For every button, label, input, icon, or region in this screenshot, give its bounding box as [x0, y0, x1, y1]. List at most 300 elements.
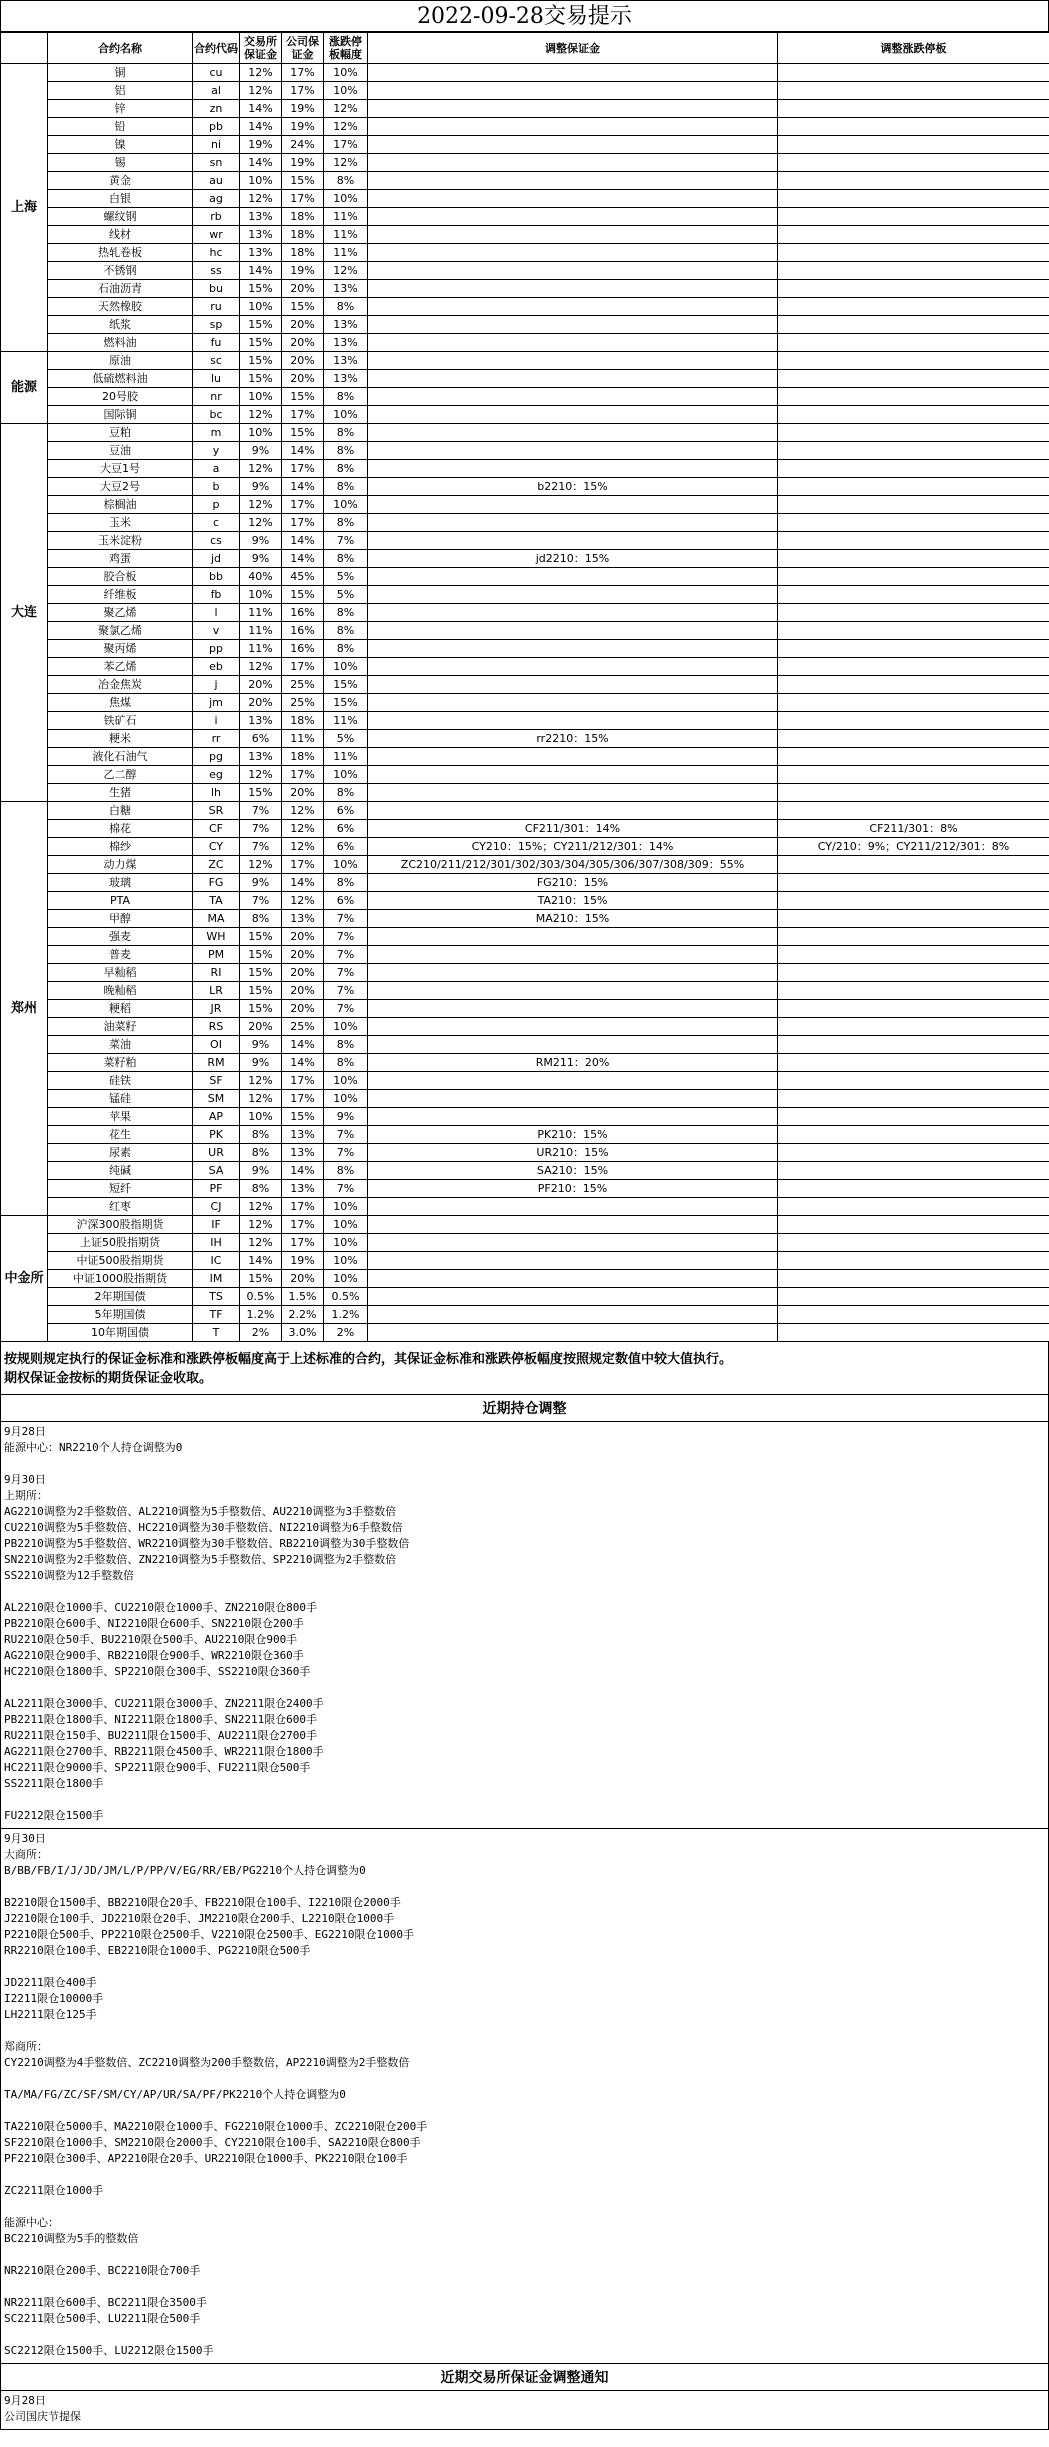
table-row	[1, 118, 1049, 136]
adjust-limit-cell	[778, 1072, 1049, 1090]
table-row	[1, 460, 1049, 478]
contract-name-cell: 线材	[48, 226, 193, 244]
adjust-limit-cell	[778, 478, 1049, 496]
contract-name-cell: 焦煤	[48, 694, 193, 712]
adjust-margin-cell	[368, 280, 778, 298]
contract-name-cell: 红枣	[48, 1198, 193, 1216]
exchange-margin-cell: 10%	[240, 298, 282, 316]
exchange-margin-cell: 12%	[240, 82, 282, 100]
contract-code-cell: cu	[193, 64, 240, 82]
contract-name-cell: 国际铜	[48, 406, 193, 424]
adjust-limit-cell: CY/210：9%；CY211/212/301：8%	[778, 838, 1049, 856]
text-line: P2210限仓500手、PP2210限仓2500手、V2210限仓2500手、EG2210限仓1000手	[4, 1928, 415, 1941]
table-row	[1, 1180, 1049, 1198]
adjust-margin-cell	[368, 1234, 778, 1252]
text-line: RU2210限仓50手、BU2210限仓500手、AU2210限仓900手	[4, 1633, 298, 1646]
limit-cell: 8%	[324, 388, 368, 406]
position-block	[0, 1828, 1049, 2363]
region-label: 上海	[1, 64, 48, 352]
adjust-margin-cell	[368, 1036, 778, 1054]
adjust-margin-cell: jd2210：15%	[368, 550, 778, 568]
company-margin-cell: 24%	[282, 136, 324, 154]
limit-cell: 10%	[324, 64, 368, 82]
contract-name-cell: 10年期国债	[48, 1324, 193, 1342]
adjust-limit-cell	[778, 1234, 1049, 1252]
adjust-margin-cell: ZC210/211/212/301/302/303/304/305/306/307/308/309：55%	[368, 856, 778, 874]
contract-code-cell: RS	[193, 1018, 240, 1036]
contract-code-cell: WH	[193, 928, 240, 946]
contract-code-cell: c	[193, 514, 240, 532]
limit-cell: 11%	[324, 208, 368, 226]
text-line	[4, 1792, 1045, 1808]
exchange-margin-cell: 7%	[240, 802, 282, 820]
adjust-limit-cell	[778, 172, 1049, 190]
company-margin-cell: 25%	[282, 694, 324, 712]
contract-name-cell: 豆油	[48, 442, 193, 460]
exchange-margin-cell: 10%	[240, 424, 282, 442]
contract-name-cell: 普麦	[48, 946, 193, 964]
contract-code-cell: fu	[193, 334, 240, 352]
exchange-margin-cell: 1.2%	[240, 1306, 282, 1324]
exchange-margin-cell: 11%	[240, 622, 282, 640]
adjust-margin-cell	[368, 118, 778, 136]
adjust-limit-cell	[778, 856, 1049, 874]
table-row	[1, 298, 1049, 316]
exchange-margin-cell: 12%	[240, 1198, 282, 1216]
adjust-margin-cell	[368, 262, 778, 280]
adjust-margin-cell	[368, 964, 778, 982]
contract-code-cell: i	[193, 712, 240, 730]
adjust-margin-cell	[368, 568, 778, 586]
exchange-margin-cell: 13%	[240, 208, 282, 226]
limit-cell: 7%	[324, 964, 368, 982]
contract-code-cell: IM	[193, 1270, 240, 1288]
limit-cell: 7%	[324, 1180, 368, 1198]
text-line: TA/MA/FG/ZC/SF/SM/CY/AP/UR/SA/PF/PK2210个人持仓调整为0	[4, 2088, 346, 2101]
exchange-margin-cell: 8%	[240, 1180, 282, 1198]
text-line: FU2212限仓1500手	[4, 1809, 104, 1822]
adjust-limit-cell	[778, 1324, 1049, 1342]
contract-code-cell: pb	[193, 118, 240, 136]
limit-cell: 8%	[324, 550, 368, 568]
contract-name-cell: 玻璃	[48, 874, 193, 892]
limit-cell: 10%	[324, 1216, 368, 1234]
adjust-limit-cell	[778, 1198, 1049, 1216]
table-row	[1, 1144, 1049, 1162]
exchange-margin-cell: 15%	[240, 1000, 282, 1018]
adjust-margin-cell	[368, 1270, 778, 1288]
company-margin-cell: 19%	[282, 262, 324, 280]
adjust-margin-cell	[368, 802, 778, 820]
limit-cell: 13%	[324, 334, 368, 352]
text-line: HC2211限仓9000手、SP2211限仓900手、FU2211限仓500手	[4, 1761, 311, 1774]
table-row	[1, 424, 1049, 442]
text-line	[4, 2023, 1045, 2039]
company-margin-cell: 19%	[282, 154, 324, 172]
exchange-margin-cell: 20%	[240, 694, 282, 712]
adjust-margin-cell	[368, 370, 778, 388]
limit-cell: 2%	[324, 1324, 368, 1342]
company-margin-cell: 19%	[282, 100, 324, 118]
adjust-limit-cell	[778, 298, 1049, 316]
contract-name-cell: 纸浆	[48, 316, 193, 334]
limit-cell: 8%	[324, 478, 368, 496]
contract-code-cell: bb	[193, 568, 240, 586]
exchange-margin-cell: 15%	[240, 982, 282, 1000]
contract-code-cell: RI	[193, 964, 240, 982]
contract-code-cell: OI	[193, 1036, 240, 1054]
contract-name-cell: 锌	[48, 100, 193, 118]
text-line: AG2211限仓2700手、RB2211限仓4500手、WR2211限仓1800手	[4, 1745, 324, 1758]
exchange-margin-cell: 9%	[240, 442, 282, 460]
text-line: JD2211限仓400手	[4, 1976, 97, 1989]
adjust-margin-cell	[368, 1018, 778, 1036]
exchange-margin-cell: 15%	[240, 334, 282, 352]
contract-name-cell: 天然橡胶	[48, 298, 193, 316]
contract-code-cell: sc	[193, 352, 240, 370]
company-margin-cell: 13%	[282, 1144, 324, 1162]
adjust-limit-cell	[778, 424, 1049, 442]
adjust-margin-cell	[368, 244, 778, 262]
exchange-margin-cell: 12%	[240, 766, 282, 784]
contract-name-cell: 苯乙烯	[48, 658, 193, 676]
exchange-margin-cell: 12%	[240, 406, 282, 424]
contract-name-cell: 纯碱	[48, 1162, 193, 1180]
text-line	[4, 1959, 1045, 1975]
adjust-limit-cell	[778, 910, 1049, 928]
adjust-margin-cell	[368, 514, 778, 532]
adjust-limit-cell	[778, 1108, 1049, 1126]
table-row	[1, 766, 1049, 784]
contract-name-cell: 乙二醇	[48, 766, 193, 784]
company-margin-cell: 15%	[282, 298, 324, 316]
contract-name-cell: 棉花	[48, 820, 193, 838]
contract-name-cell: 油菜籽	[48, 1018, 193, 1036]
adjust-limit-cell	[778, 514, 1049, 532]
exchange-margin-cell: 19%	[240, 136, 282, 154]
company-margin-cell: 19%	[282, 118, 324, 136]
contract-code-cell: CY	[193, 838, 240, 856]
company-margin-cell: 14%	[282, 1162, 324, 1180]
region-label: 大连	[1, 424, 48, 802]
contract-name-cell: 棕榈油	[48, 496, 193, 514]
adjust-margin-cell	[368, 352, 778, 370]
contract-code-cell: sp	[193, 316, 240, 334]
adjust-margin-cell	[368, 154, 778, 172]
region-label: 郑州	[1, 802, 48, 1216]
exchange-margin-cell: 0.5%	[240, 1288, 282, 1306]
limit-cell: 12%	[324, 154, 368, 172]
exchange-margin-cell: 15%	[240, 928, 282, 946]
adjust-margin-cell	[368, 1324, 778, 1342]
table-row	[1, 82, 1049, 100]
text-line	[4, 1680, 1045, 1696]
limit-cell: 7%	[324, 982, 368, 1000]
contract-name-cell: 中证500股指期货	[48, 1252, 193, 1270]
contract-code-cell: PM	[193, 946, 240, 964]
contract-code-cell: rr	[193, 730, 240, 748]
adjust-margin-cell	[368, 1000, 778, 1018]
adjust-margin-cell	[368, 406, 778, 424]
limit-cell: 13%	[324, 280, 368, 298]
limit-cell: 8%	[324, 640, 368, 658]
table-row	[1, 874, 1049, 892]
contract-code-cell: lh	[193, 784, 240, 802]
table-row	[1, 784, 1049, 802]
adjust-limit-cell	[778, 1162, 1049, 1180]
limit-cell: 12%	[324, 100, 368, 118]
adjust-limit-cell	[778, 766, 1049, 784]
table-row	[1, 1036, 1049, 1054]
adjust-margin-cell	[368, 442, 778, 460]
adjust-margin-cell	[368, 1072, 778, 1090]
region-label: 能源	[1, 352, 48, 424]
company-margin-cell: 15%	[282, 586, 324, 604]
contract-code-cell: wr	[193, 226, 240, 244]
limit-cell: 1.2%	[324, 1306, 368, 1324]
table-row	[1, 568, 1049, 586]
exchange-margin-cell: 9%	[240, 874, 282, 892]
limit-cell: 6%	[324, 820, 368, 838]
table-row	[1, 496, 1049, 514]
notice	[0, 1342, 1049, 1394]
contract-name-cell: 粳稻	[48, 1000, 193, 1018]
exchange-margin-cell: 9%	[240, 1036, 282, 1054]
contract-name-cell: 20号胶	[48, 388, 193, 406]
contract-code-cell: eb	[193, 658, 240, 676]
table-row	[1, 1090, 1049, 1108]
adjust-limit-cell	[778, 190, 1049, 208]
company-margin-cell: 20%	[282, 982, 324, 1000]
limit-cell: 7%	[324, 946, 368, 964]
contract-name-cell: 聚丙烯	[48, 640, 193, 658]
contract-name-cell: 液化石油气	[48, 748, 193, 766]
exchange-margin-cell: 10%	[240, 1108, 282, 1126]
text-line: SN2210调整为2手整数倍、ZN2210调整为5手整数倍、SP2210调整为2手整数倍	[4, 1553, 397, 1566]
company-margin-cell: 20%	[282, 352, 324, 370]
exchange-margin-cell: 12%	[240, 1216, 282, 1234]
text-line: 公司国庆节提保	[4, 2410, 81, 2423]
adjust-limit-cell	[778, 1126, 1049, 1144]
table-row	[1, 622, 1049, 640]
text-line: I2211限仓10000手	[4, 1992, 104, 2005]
table-row	[1, 1216, 1049, 1234]
contract-name-cell: 大豆1号	[48, 460, 193, 478]
contract-code-cell: zn	[193, 100, 240, 118]
company-margin-cell: 18%	[282, 712, 324, 730]
company-margin-cell: 15%	[282, 1108, 324, 1126]
adjust-limit-cell	[778, 352, 1049, 370]
exchange-margin-cell: 12%	[240, 1090, 282, 1108]
adjust-margin-cell: SA210：15%	[368, 1162, 778, 1180]
limit-cell: 12%	[324, 118, 368, 136]
company-margin-cell: 16%	[282, 640, 324, 658]
contract-code-cell: hc	[193, 244, 240, 262]
contract-name-cell: 菜油	[48, 1036, 193, 1054]
adjust-margin-cell	[368, 1216, 778, 1234]
table-row	[1, 280, 1049, 298]
text-line: AL2210限仓1000手、CU2210限仓1000手、ZN2210限仓800手	[4, 1601, 318, 1614]
table-row	[1, 964, 1049, 982]
contract-name-cell: 纤维板	[48, 586, 193, 604]
table-row	[1, 442, 1049, 460]
adjust-limit-cell	[778, 604, 1049, 622]
text-line	[4, 2071, 1045, 2087]
limit-cell: 7%	[324, 532, 368, 550]
contract-code-cell: SR	[193, 802, 240, 820]
company-margin-cell: 25%	[282, 1018, 324, 1036]
adjust-limit-cell	[778, 1306, 1049, 1324]
adjust-limit-cell	[778, 136, 1049, 154]
company-margin-cell: 17%	[282, 766, 324, 784]
limit-cell: 6%	[324, 802, 368, 820]
company-margin-cell: 2.2%	[282, 1306, 324, 1324]
limit-cell: 10%	[324, 496, 368, 514]
contract-code-cell: al	[193, 82, 240, 100]
adjust-limit-cell	[778, 982, 1049, 1000]
adjust-margin-cell	[368, 640, 778, 658]
header-limit: 涨跌停板幅度	[324, 33, 368, 64]
exchange-margin-cell: 7%	[240, 820, 282, 838]
exchange-margin-cell: 7%	[240, 838, 282, 856]
adjust-limit-cell: CF211/301：8%	[778, 820, 1049, 838]
company-margin-cell: 17%	[282, 856, 324, 874]
contract-name-cell: 中证1000股指期货	[48, 1270, 193, 1288]
adjust-margin-cell: RM211：20%	[368, 1054, 778, 1072]
adjust-limit-cell	[778, 1180, 1049, 1198]
exchange-margin-cell: 20%	[240, 1018, 282, 1036]
limit-cell: 11%	[324, 226, 368, 244]
contract-code-cell: au	[193, 172, 240, 190]
contract-code-cell: JR	[193, 1000, 240, 1018]
position-block	[0, 1422, 1049, 1828]
text-line: TA2210限仓5000手、MA2210限仓1000手、FG2210限仓1000手、ZC2210限仓200手	[4, 2120, 428, 2133]
exchange-margin-cell: 13%	[240, 712, 282, 730]
exchange-margin-cell: 12%	[240, 1234, 282, 1252]
limit-cell: 10%	[324, 1234, 368, 1252]
text-line: SC2212限仓1500手、LU2212限仓1500手	[4, 2344, 214, 2357]
adjust-limit-cell	[778, 334, 1049, 352]
table-row	[1, 1162, 1049, 1180]
exchange-margin-cell: 15%	[240, 352, 282, 370]
adjust-limit-cell	[778, 370, 1049, 388]
exchange-margin-cell: 14%	[240, 154, 282, 172]
contract-name-cell: 聚氯乙烯	[48, 622, 193, 640]
header-contract-code: 合约代码	[193, 33, 240, 64]
contract-code-cell: TS	[193, 1288, 240, 1306]
adjust-limit-cell	[778, 406, 1049, 424]
exchange-margin-cell: 12%	[240, 190, 282, 208]
text-line	[4, 2327, 1045, 2343]
table-row	[1, 982, 1049, 1000]
adjust-limit-cell	[778, 874, 1049, 892]
table-row	[1, 946, 1049, 964]
exchange-margin-cell: 12%	[240, 514, 282, 532]
contract-code-cell: lu	[193, 370, 240, 388]
adjust-limit-cell	[778, 730, 1049, 748]
adjust-limit-cell	[778, 118, 1049, 136]
text-line: J2210限仓100手、JD2210限仓20手、JM2210限仓200手、L2210限仓1000手	[4, 1912, 395, 1925]
adjust-limit-cell	[778, 640, 1049, 658]
exchange-margin-cell: 40%	[240, 568, 282, 586]
contract-code-cell: m	[193, 424, 240, 442]
header-contract-name: 合约名称	[48, 33, 193, 64]
adjust-limit-cell	[778, 622, 1049, 640]
exchange-margin-cell: 8%	[240, 910, 282, 928]
contract-name-cell: 锰硅	[48, 1090, 193, 1108]
contract-name-cell: 棉纱	[48, 838, 193, 856]
contract-code-cell: IF	[193, 1216, 240, 1234]
contract-name-cell: 强麦	[48, 928, 193, 946]
limit-cell: 6%	[324, 838, 368, 856]
contract-name-cell: 低硫燃料油	[48, 370, 193, 388]
contract-name-cell: 早籼稻	[48, 964, 193, 982]
adjust-margin-cell	[368, 694, 778, 712]
contract-name-cell: 螺纹钢	[48, 208, 193, 226]
adjust-margin-cell	[368, 136, 778, 154]
contract-code-cell: T	[193, 1324, 240, 1342]
text-line	[4, 1456, 1045, 1472]
table-row	[1, 802, 1049, 820]
text-line: AL2211限仓3000手、CU2211限仓3000手、ZN2211限仓2400手	[4, 1697, 324, 1710]
text-line	[4, 2199, 1045, 2215]
adjust-margin-cell	[368, 1252, 778, 1270]
contract-code-cell: a	[193, 460, 240, 478]
adjust-limit-cell	[778, 1216, 1049, 1234]
limit-cell: 10%	[324, 766, 368, 784]
limit-cell: 15%	[324, 694, 368, 712]
limit-cell: 10%	[324, 1018, 368, 1036]
limit-cell: 10%	[324, 1090, 368, 1108]
table-row	[1, 532, 1049, 550]
table-row	[1, 244, 1049, 262]
limit-cell: 8%	[324, 874, 368, 892]
table-row	[1, 820, 1049, 838]
adjust-margin-cell	[368, 298, 778, 316]
table-row	[1, 1288, 1049, 1306]
table-row	[1, 712, 1049, 730]
contract-name-cell: 2年期国债	[48, 1288, 193, 1306]
table-row	[1, 100, 1049, 118]
exchange-margin-cell: 15%	[240, 946, 282, 964]
text-line: NR2210限仓200手、BC2210限仓700手	[4, 2264, 201, 2277]
limit-cell: 5%	[324, 730, 368, 748]
company-margin-cell: 17%	[282, 514, 324, 532]
company-margin-cell: 14%	[282, 874, 324, 892]
limit-cell: 8%	[324, 604, 368, 622]
table-row	[1, 136, 1049, 154]
text-line: BC2210调整为5手的整数倍	[4, 2232, 139, 2245]
company-margin-cell: 13%	[282, 1180, 324, 1198]
contract-name-cell: 铝	[48, 82, 193, 100]
table-row	[1, 892, 1049, 910]
company-margin-cell: 20%	[282, 280, 324, 298]
header-company-margin: 公司保证金	[282, 33, 324, 64]
adjust-margin-cell	[368, 1306, 778, 1324]
adjust-margin-cell	[368, 766, 778, 784]
contract-name-cell: 石油沥青	[48, 280, 193, 298]
exchange-margin-cell: 15%	[240, 1270, 282, 1288]
exchange-margin-cell: 12%	[240, 1072, 282, 1090]
page-title: 2022-09-28交易提示	[0, 0, 1049, 32]
contract-name-cell: 粳米	[48, 730, 193, 748]
limit-cell: 8%	[324, 172, 368, 190]
contract-name-cell: 胶合板	[48, 568, 193, 586]
limit-cell: 0.5%	[324, 1288, 368, 1306]
table-row	[1, 370, 1049, 388]
company-margin-cell: 17%	[282, 82, 324, 100]
text-line: ZC2211限仓1000手	[4, 2184, 104, 2197]
